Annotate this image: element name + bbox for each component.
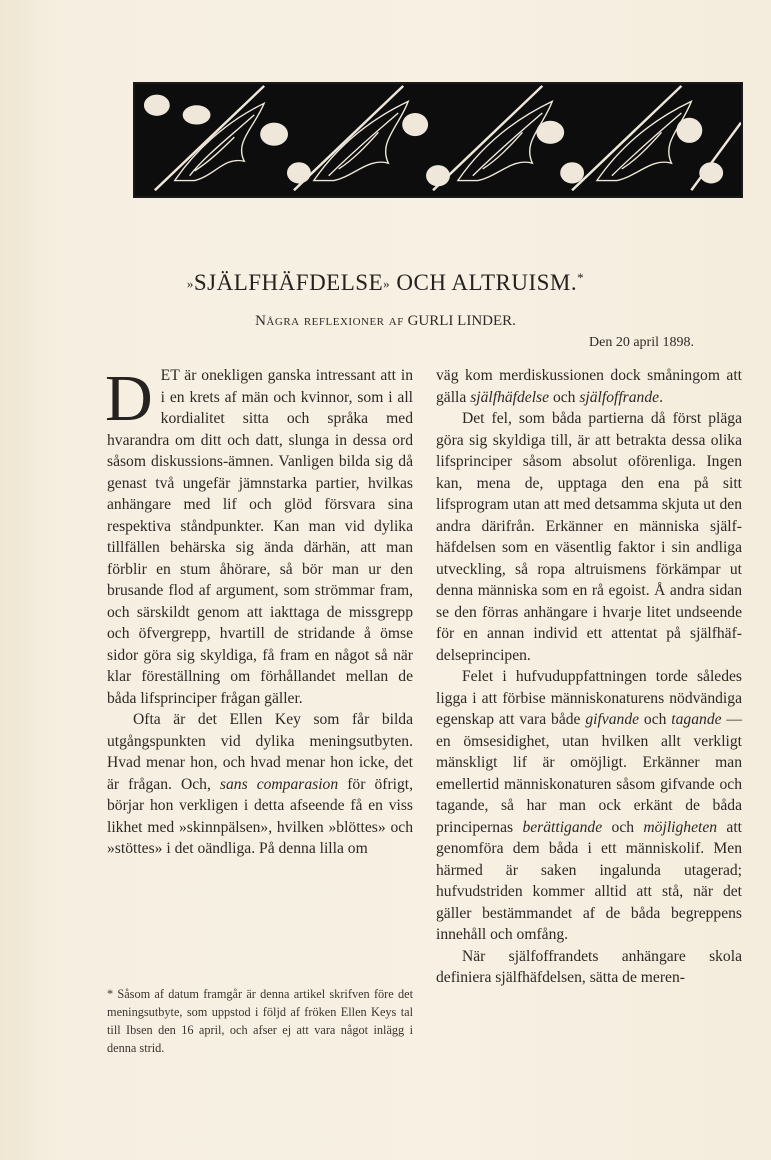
article-title [0,270,771,296]
right-p3-d: och [602,818,644,836]
right-p1-c: . [659,388,663,406]
left-paragraph-2 [107,709,413,860]
ornament-graphic [135,84,741,196]
right-p3-b: och [639,711,672,728]
article-subtitle [0,313,771,330]
title-open-quote: » [186,276,194,291]
right-paragraph-3 [436,666,742,946]
right-paragraph-2: Det fel, som båda partierna då först pläga göra sig skyldiga till, är att betrakta dessa olika lifsprinciper såsom absolut oförenliga. Ingen kan, mena de, upptaga den ena på sitt lifsprogram utan att med detsamma skjuta ut den andra därifrån. Erkänner en människa själfhäfdelsen som en väsentlig faktor i sin andliga utveckling, så ropa altruismens förkämpar ut denna människa som en rå egoist. Å andra sidan se den förras anhängare i hvarje litet undseende för en annan individ ett attentat på själfhäfdelseprincipen. [436,410,742,664]
right-p3-a: Felet i hufvuduppfattningen torde således ligga i att förbise människonaturens nödvändiga egenskap att vara både [436,668,742,728]
title-close-quote: » [383,276,391,291]
right-p3-italic-3: berättigande [522,818,603,836]
right-p1-italic-1: själfhäfdelse [470,388,550,406]
right-p3-italic-1: gifvande [585,711,640,728]
right-p1-b: och [549,388,580,406]
left-column [105,362,413,860]
title-footnote-mark: * [577,270,585,285]
left-paragraph-1-text: ET är onekligen ganska intressant att in i en krets af män och kvinnor, som i all kordialitet sitta och språka med hvarandra om ditt och datt, slunga in dessa ord såsom diskussions-ämnen. Vanligen bilda sig då genast två ungefär jämnstarka partier, hvilkas anhängare med lif och glöd försvara sina respektiva ståndpunkter. Kan man vid dylika tillfällen behärska sig ända därhän, att man förblir en stum åhörare, så bör man ur den brusande flod af argument, som strömmar fram, och särskildt genom att iakttaga de missgrepp och öfvergrepp, hvartill de stridande å ömse sidor göra sig skyldiga, få fram en något så när klar föreställning om förhållandet mellan de båda lifsprinciper frågan gäller. [107,367,413,707]
article-date: Den 20 april 1898. [589,335,694,350]
title-main: SJÄLFHÄFDELSE [193,270,384,295]
right-p1-a: väg kom merdiskussionen dock småningom att gälla [436,367,742,406]
right-p3-c: — en ömsesidighet, utan hvilken allt verkligt mänskligt lif är omöjligt. Erkänner man emellertid människonaturen såsom gifvande och tagande, så har man ock erkänt de båda principernas [436,711,743,836]
drop-cap: D [105,362,153,435]
oak-leaf-acorn-ornament [133,82,743,198]
subtitle-author: GURLI LINDER. [403,313,516,329]
right-p3-italic-4: möjligheten [643,818,718,836]
right-p1-italic-2: själfoffrande [579,388,660,406]
left-p2-italic: sans comparasion [219,775,339,793]
footnote: * Såsom af datum framgår är denna artikel skrifven före det meningsutbyte, som uppstod i följd af fröken Ellen Keys tal till Ibsen den 16 april, och afser ej att vara något inlägg i denna strid. [107,987,413,1055]
right-paragraph-4: När själfoffrandets anhängare skola definiera själfhäfdelsen, sätta de meren- [436,947,742,986]
subtitle-smallcaps: Några reflexioner af [255,313,404,329]
left-p2-text-a: Ofta är det Ellen Key som får bilda utgångspunkten vid dylika meningsutbyten. Hvad menar hon, och hvad menar hon icke, det är frågan. Och, [107,711,413,793]
right-p3-italic-2: tagande [671,711,722,728]
right-paragraph-1 [436,365,742,408]
right-p3-e: att genomföra dem båda i ett människolif. Men härmed är saken ingalunda utagerad; hufvudstriden kommer alltid att stå, när det gäller bestämmandet af de båda begreppens innehåll och omfång. [436,818,743,943]
left-p2-text-b: för öfrigt, börjar hon verkligen i detta afseende få en viss likhet med »skinnpälsen», hvilken »blöttes» och »stöttes» i det oändliga. På denna lilla om [107,775,413,857]
left-paragraph-1 [105,362,413,709]
right-column [436,365,742,989]
title-rest: OCH ALTRUISM. [390,270,578,295]
